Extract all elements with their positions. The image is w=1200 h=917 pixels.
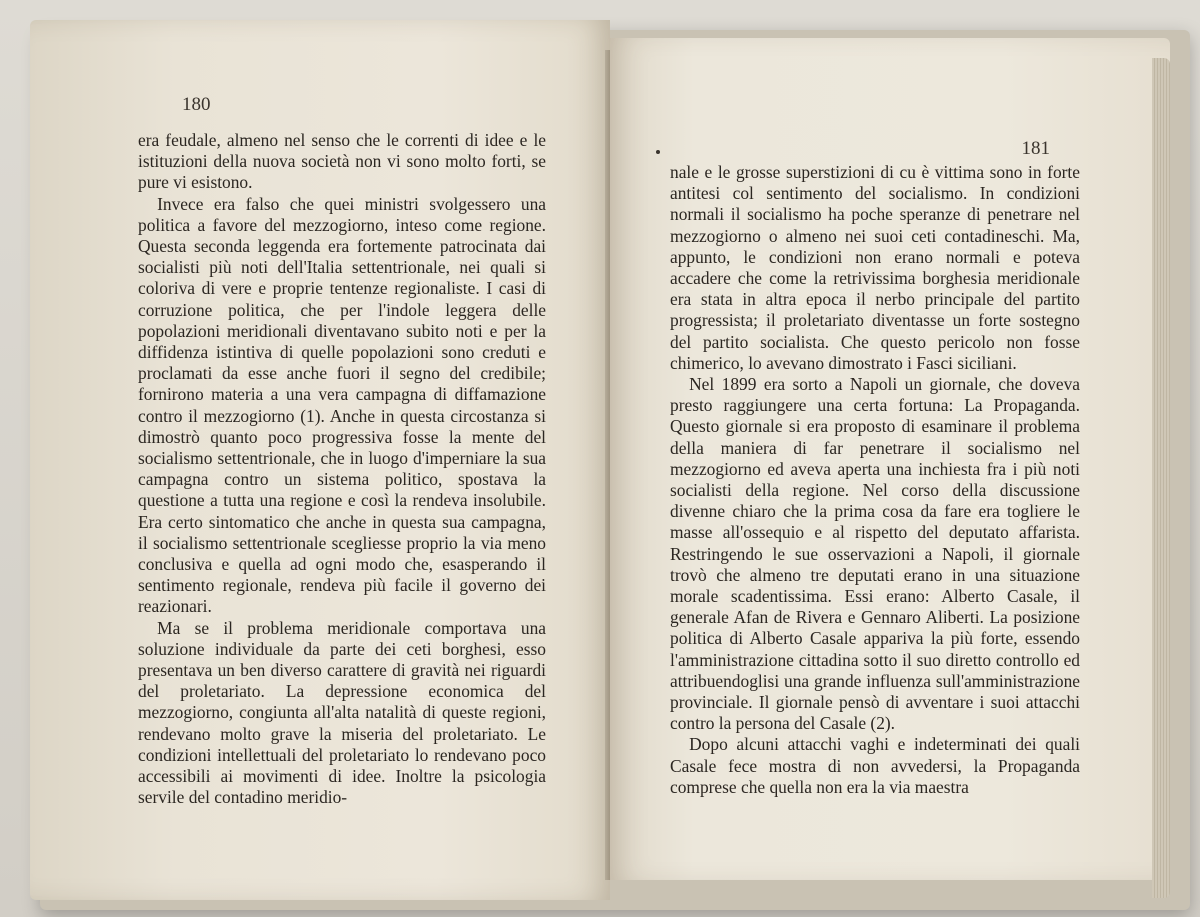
paragraph: nale e le grosse superstizioni di cu è vittima sono in forte antitesi col sentimento del socialismo. In condizioni normali il socialismo ha poche speranze di penetrare nel mezzogiorno o almeno nei suoi ceti contadineschi. Ma, appunto, le condizioni non erano normali e poteva accadere che come la retrivissima borghesia meridionale era stata in altra epoca il nerbo principale del partito progressista; il proletariato diventasse un forte sostegno del partito socialista. Che questo pericolo non fosse chimerico, lo avevano dimostrato i Fasci siciliani. bbox=[670, 162, 1080, 373]
paragraph: Dopo alcuni attacchi vaghi e indeterminati dei quali Casale fece mostra di non avvedersi, la Propaganda comprese che quella non era la via maestra bbox=[670, 734, 1080, 797]
paragraph: Nel 1899 era sorto a Napoli un giornale, che doveva presto raggiungere una certa fortuna: La Propaganda. Questo giornale si era proposto di esaminare il problema della maniera di far penetrare il socialismo nel mezzogiorno ed aveva aperta una inchiesta fra i più noti socialisti della regione. Nel corso della discussione divenne chiaro che la prima cosa da fare era togliere le masse all'ossequio e al rispetto del deputato affarista. Restringendo le sue osservazioni a Napoli, il giornale trovò che almeno tre deputati erano in una situazione morale scadentissima. Essi erano: Alberto Casale, il generale Afan de Rivera e Gennaro Aliberti. La posizione politica di Alberto Casale appariva la più forte, essendo l'amministrazione cittadina sotto il suo diretto controllo ed attribuendoglisi una grande influenza sull'amministrazione provinciale. Il giornale pensò di avventare i suoi attacchi contro la persona del Casale (2). bbox=[670, 374, 1080, 734]
left-page-text bbox=[138, 130, 546, 809]
page-number-right: 181 bbox=[1021, 138, 1050, 159]
right-page bbox=[610, 38, 1170, 880]
paragraph: Invece era falso che quei ministri svolgessero una politica a favore del mezzogiorno, inteso come regione. Questa seconda leggenda era fortemente patrocinata dai socialisti più noti dell'Italia settentrionale, nei quali si coloriva di vere e proprie tentenze regionaliste. I casi di corruzione politica, che per l'indole leggera delle popolazioni meridionali diventavano subito noti e per la diffidenza istintiva di quelle popolazioni sono creduti e proclamati da esse anche fuori il segno del credibile; fornirono materia a una vera campagna di diffamazione contro il mezzogiorno (1). Anche in questa circostanza si dimostrò quanto poco progressiva fosse la mente del socialismo settentrionale, che in luogo d'imperniare la sua campagna contro un sistema politico, spostava la questione a tutta una regione e così la rendeva insolubile. Era certo sintomatico che anche in questa sua campagna, il socialismo settentrionale scegliesse proprio la via meno conclusiva e quella ad ogni modo che, esasperando il sentimento regionale, rendeva più facile il governo dei reazionari. bbox=[138, 193, 546, 617]
paragraph: Ma se il problema meridionale comportava una soluzione individuale da parte dei ceti borghesi, esso presentava un ben diverso carattere di gravità nei riguardi del proletariato. La depressione economica del mezzogiorno, congiunta all'alta natalità di queste regioni, rendevano molto grave la miseria del proletariato. Le condizioni intellettuali del proletariato lo rendevano poco accessibili ai movimenti di idee. Inoltre la psicologia servile del contadino meridio- bbox=[138, 617, 546, 808]
page-edges-right bbox=[1152, 58, 1170, 898]
ink-dot bbox=[656, 150, 660, 154]
paragraph: era feudale, almeno nel senso che le correnti di idee e le istituzioni della nuova società non vi sono molto forti, se pure vi esistono. bbox=[138, 130, 546, 193]
page-number-left: 180 bbox=[182, 94, 211, 115]
right-page-text bbox=[670, 162, 1080, 798]
open-book bbox=[30, 20, 1180, 900]
left-page bbox=[30, 20, 610, 900]
